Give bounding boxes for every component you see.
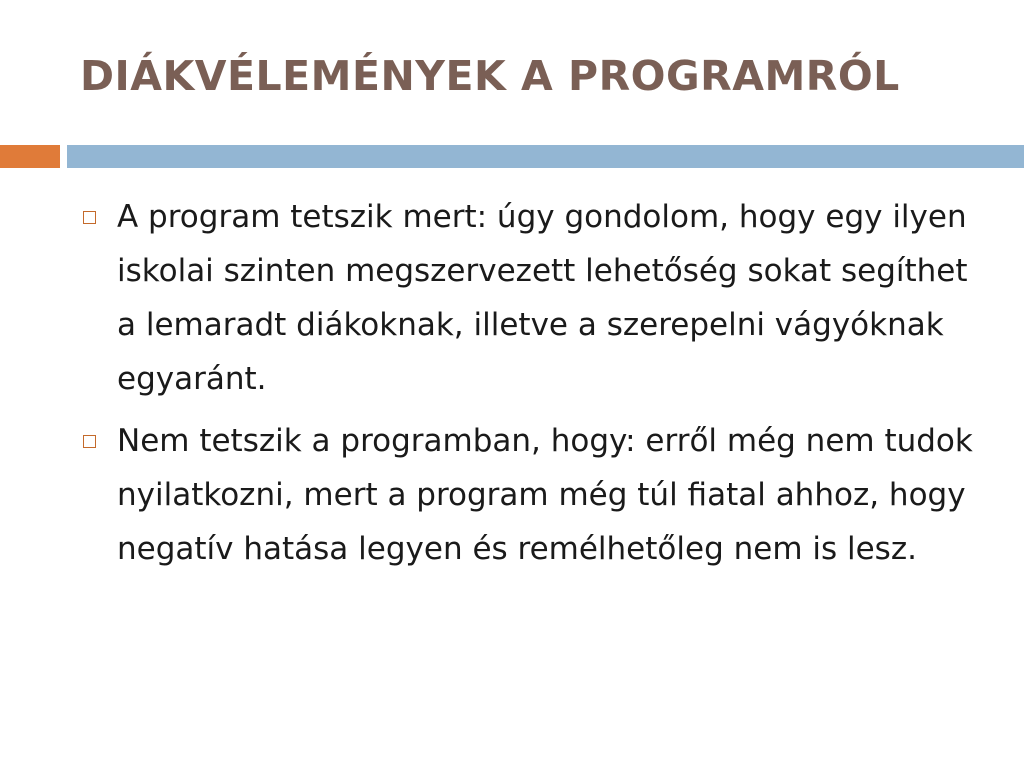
title-accent-blue-bar <box>67 145 1024 168</box>
title-accent-orange-bar <box>0 145 60 168</box>
hollow-square-bullet-icon <box>83 211 96 224</box>
bullet-item <box>80 190 980 406</box>
hollow-square-bullet-icon <box>83 435 96 448</box>
bullet-item <box>80 414 980 576</box>
slide-title: DIÁKVÉLEMÉNYEK A PROGRAMRÓL <box>80 52 900 100</box>
bullet-text: Nem tetszik a programban, hogy: erről még nem tudok nyilatkozni, mert a program még túl fiatal ahhoz, hogy negatív hatása legyen és remélhetőleg nem is lesz. <box>117 423 973 567</box>
bullet-text: A program tetszik mert: úgy gondolom, hogy egy ilyen iskolai szinten megszervezett lehetőség sokat segíthet a lemaradt diákoknak, illetve a szerepelni vágyóknak egyaránt. <box>117 199 968 397</box>
bullet-list <box>80 190 980 584</box>
